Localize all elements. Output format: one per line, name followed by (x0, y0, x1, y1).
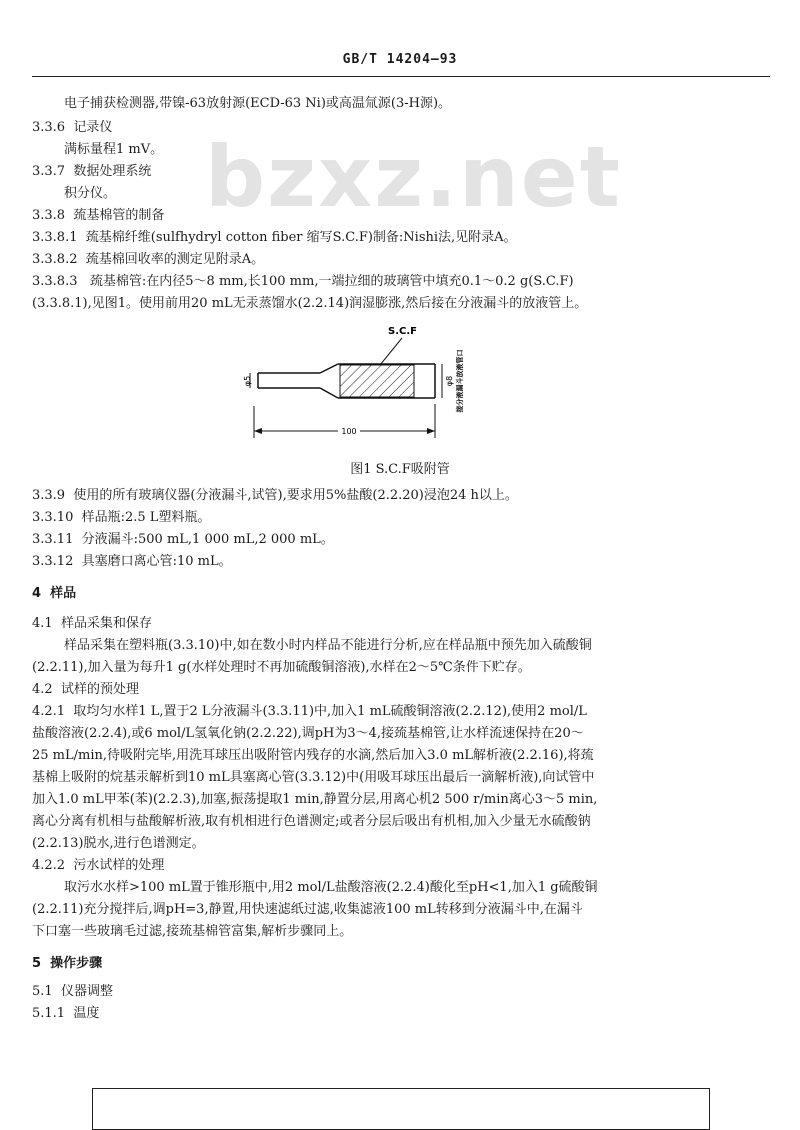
scf-label: S.C.F (388, 326, 417, 337)
standard-code-header: GB/T 14204—93 (342, 52, 458, 67)
text-line: 基棉上吸附的烷基汞解析到10 mL具塞离心管(3.3.12)中(用吸耳球压出最后一滴解析液),向试管中 (32, 770, 595, 785)
text-line: (2.2.11),加入量为每升1 g(水样处理时不再加硫酸铜溶液),水样在2～5℃条件下贮存。 (32, 660, 531, 675)
scf-packing (340, 365, 414, 397)
text-line: (2.2.13)脱水,进行色谱测定。 (32, 836, 205, 851)
section-4-heading: 4 样品 (32, 586, 77, 601)
clause-3-3-8-1: 3.3.8.1 巯基棉纤维(sulfhydryl cotton fiber 缩写S.C.F)制备:Nishi法,见附录A。 (32, 230, 517, 245)
text-line: 盐酸溶液(2.2.4),或6 mol/L氢氧化钠(2.2.22),调pH为3～4,接巯基棉管,让水样流速保持在20～ (32, 726, 584, 741)
figure-caption: 图1 S.C.F吸附管 (350, 462, 450, 477)
text-line: (2.2.11)充分搅拌后,调pH=3,静置,用快速滤纸过滤,收集滤液100 mL转移到分液漏斗中,在漏斗 (32, 902, 583, 917)
dim-arrow-right (427, 428, 435, 434)
dim-length-label: 100 (341, 427, 357, 436)
text-line: 样品采集在塑料瓶(3.3.10)中,如在数小时内样品不能进行分析,应在样品瓶中预先加入硫酸铜 (64, 638, 592, 653)
clause-4-2-2: 4.2.2 污水试样的处理 (32, 858, 165, 873)
tube-taper-bottom (320, 388, 338, 398)
clause-3-3-6: 3.3.6 记录仪 (32, 120, 113, 135)
clause-3-3-10: 3.3.10 样品瓶:2.5 L塑料瓶。 (32, 510, 211, 525)
clause-4-2-1: 4.2.1 取均匀水样1 L,置于2 L分液漏斗(3.3.11)中,加入1 mL硫酸铜溶液(2.2.12),使用2 mol/L (32, 704, 587, 719)
tube-taper-top (320, 364, 338, 373)
dim-large-label: φ8 (445, 375, 454, 387)
scf-tube-figure (230, 318, 490, 448)
bottom-frame (92, 1088, 710, 1130)
text-line: (3.3.8.1),见图1。使用前用20 mL无汞蒸馏水(2.2.14)润湿膨涨,然后接在分液漏斗的放液管上。 (32, 296, 588, 311)
text-line: 满标量程1 mV。 (64, 142, 164, 157)
dim-arrow-left (254, 428, 262, 434)
side-label: 接分液漏斗放液管口 (456, 349, 464, 413)
clause-3-3-11: 3.3.11 分液漏斗:500 mL,1 000 mL,2 000 mL。 (32, 532, 334, 547)
clause-3-3-7: 3.3.7 数据处理系统 (32, 164, 152, 179)
scf-leader-line (380, 338, 402, 365)
clause-3-3-9: 3.3.9 使用的所有玻璃仪器(分液漏斗,试管),要求用5%盐酸(2.2.20)浸泡24 h以上。 (32, 488, 518, 503)
dim-small-label: φ5 (243, 375, 252, 387)
clause-3-3-8: 3.3.8 巯基棉管的制备 (32, 208, 165, 223)
clause-5-1-1: 5.1.1 温度 (32, 1006, 100, 1021)
text-line: 下口塞一些玻璃毛过滤,接巯基棉管富集,解析步骤同上。 (32, 924, 353, 939)
text-line: 加入1.0 mL甲苯(苯)(2.2.3),加塞,振荡提取1 min,静置分层,用离心机2 500 r/min离心3～5 min, (32, 792, 598, 807)
clause-3-3-8-2: 3.3.8.2 巯基棉回收率的测定见附录A。 (32, 252, 265, 267)
text-line: 电子捕获检测器,带镍-63放射源(ECD-63 Ni)或高温氚源(3-H源)。 (64, 96, 452, 111)
clause-3-3-8-3: 3.3.8.3 巯基棉管:在内径5～8 mm,长100 mm,一端拉细的玻璃管中填充0.1～0.2 g(S.C.F) (32, 274, 574, 289)
clause-5-1: 5.1 仪器调整 (32, 984, 113, 999)
clause-4-2: 4.2 试样的预处理 (32, 682, 139, 697)
text-line: 25 mL/min,待吸附完毕,用洗耳球压出吸附管内残存的水滴,然后加入3.0 mL解析液(2.2.16),将巯 (32, 748, 594, 763)
header-rule (32, 76, 770, 77)
clause-4-1: 4.1 样品采集和保存 (32, 616, 152, 631)
text-line: 取污水水样>100 mL置于锥形瓶中,用2 mol/L盐酸溶液(2.2.4)酸化至pH<1,加入1 g硫酸铜 (64, 880, 598, 895)
clause-3-3-12: 3.3.12 具塞磨口离心管:10 mL。 (32, 554, 232, 569)
text-line: 离心分离有机相与盐酸解析液,取有机相进行色谱测定;或者分层后吸出有机相,加入少量无水硫酸钠 (32, 814, 591, 829)
section-5-heading: 5 操作步骤 (32, 956, 103, 971)
watermark-text: bzxz.net (205, 128, 622, 226)
text-line: 积分仪。 (64, 186, 117, 201)
